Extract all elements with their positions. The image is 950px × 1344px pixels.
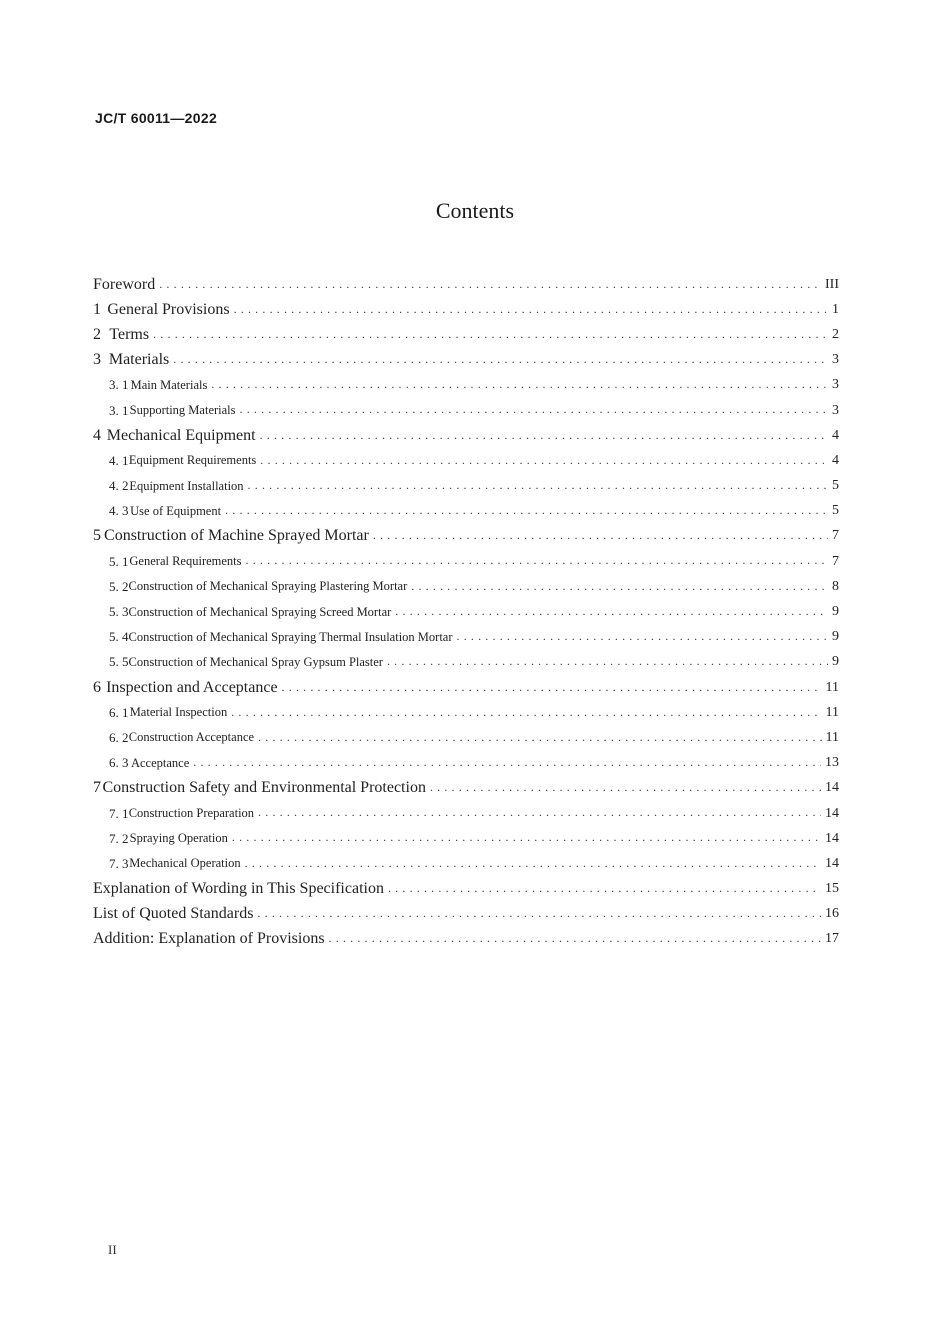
toc-entry[interactable] [93,373,839,398]
toc-entry-number: 5. 2 [109,578,129,594]
toc-entry-number: 7. 1 [109,805,129,821]
toc-entry[interactable] [93,549,839,574]
toc-entry-page: 5 [832,503,839,519]
toc-entry-page: 13 [825,755,839,771]
toc-entry-page: 4 [832,427,839,443]
toc-leader-dots [388,879,821,895]
toc-leader-dots [260,453,828,466]
toc-entry[interactable] [93,826,839,851]
toc-entry[interactable] [93,322,839,347]
toc-leader-dots [211,377,828,390]
toc-entry-label: Main Materials [130,377,208,392]
toc-entry-label: Supporting Materials [129,403,236,418]
toc-leader-dots [258,805,821,818]
toc-entry[interactable] [93,902,839,927]
toc-leader-dots [411,579,828,592]
toc-entry-number: 3 [93,351,101,369]
toc-entry-page: 7 [832,553,839,569]
document-code: JC/T 60011—2022 [95,110,218,126]
toc-leader-dots [173,350,828,366]
toc-entry[interactable] [93,524,839,549]
toc-entry[interactable] [93,650,839,675]
toc-leader-dots [234,300,828,316]
toc-entry[interactable] [93,751,839,776]
toc-entry-page: 16 [825,906,839,922]
toc-entry-label: Construction of Mechanical Spraying Thermal Insulation Mortar [128,629,453,644]
toc-leader-dots [245,856,821,869]
toc-entry[interactable] [93,801,839,826]
toc-entry-page: 1 [832,301,839,317]
toc-entry-page: 14 [825,805,839,821]
toc-entry-page: 11 [825,679,839,695]
toc-entry-page: 8 [832,578,839,594]
toc-entry-page: 3 [832,352,839,368]
toc-leader-dots [329,929,821,945]
toc-entry-number: 6. 1 [109,704,129,720]
toc-leader-dots [225,503,828,516]
toc-entry[interactable] [93,700,839,725]
toc-entry-number: 5. 1 [109,553,129,569]
table-of-contents [93,272,839,952]
toc-entry-number: 6. 2 [109,729,129,745]
toc-entry-page: 3 [832,377,839,393]
toc-entry-number: 2 [93,325,101,343]
toc-entry[interactable] [93,272,839,297]
toc-entry-number: 3. 1 [109,377,129,393]
toc-entry-number: 4 [93,426,101,444]
toc-entry[interactable] [93,574,839,599]
toc-entry-label: General Provisions [107,300,230,318]
toc-entry-page: 17 [825,931,839,947]
toc-entry[interactable] [93,851,839,876]
toc-entry[interactable] [93,398,839,423]
toc-leader-dots [373,526,828,542]
toc-entry-page: 4 [832,452,839,468]
toc-entry-page: 14 [825,855,839,871]
toc-entry-page: 14 [825,780,839,796]
toc-entry[interactable] [93,348,839,373]
toc-entry[interactable] [93,599,839,624]
toc-leader-dots [240,402,828,415]
toc-entry-label: Acceptance [130,755,190,770]
toc-entry-page: III [825,276,839,292]
toc-entry-number: 1 [93,300,101,318]
toc-entry[interactable] [93,625,839,650]
toc-entry-page: 2 [832,326,839,342]
page-number: II [108,1242,117,1257]
toc-leader-dots [257,904,821,920]
toc-leader-dots [232,830,821,843]
toc-entry-page: 11 [825,704,839,720]
toc-entry-page: 7 [832,528,839,544]
toc-leader-dots [395,604,828,617]
toc-entry[interactable] [93,297,839,322]
toc-leader-dots [153,325,828,341]
toc-leader-dots [248,478,828,491]
toc-entry-number: 6 [93,678,101,696]
toc-leader-dots [260,426,828,442]
toc-entry-page: 3 [832,402,839,418]
toc-entry[interactable] [93,474,839,499]
toc-leader-dots [159,275,821,291]
toc-leader-dots [231,705,821,718]
toc-entry-number: 7. 3 [109,855,129,871]
toc-leader-dots [246,553,828,566]
toc-entry-label: Equipment Installation [129,478,244,493]
toc-leader-dots [387,654,828,667]
toc-entry-number: 7 [93,779,101,797]
toc-entry-number: 5 [93,527,101,545]
toc-entry-page: 14 [825,830,839,846]
toc-entry-page: 9 [832,629,839,645]
toc-entry-page: 9 [832,654,839,670]
toc-entry-number: 4. 1 [109,452,129,468]
toc-entry-label: Foreword [93,275,156,293]
toc-entry-page: 9 [832,604,839,620]
toc-entry-label: Construction Safety and Environmental Protection [102,779,426,797]
toc-entry-label: General Requirements [129,554,242,569]
toc-entry-label: Material Inspection [129,705,228,720]
toc-leader-dots [258,730,821,743]
toc-entry-label: Materials [108,351,170,369]
toc-entry-label: Construction of Mechanical Spraying Plastering Mortar [128,579,408,594]
toc-entry-number: 3. 1 [109,402,129,418]
page-title: Contents [435,198,515,223]
toc-entry-page: 5 [832,478,839,494]
toc-entry-label: Spraying Operation [129,831,228,846]
toc-entry-number: 7. 2 [109,830,129,846]
toc-entry-number: 5. 3 [109,604,129,620]
toc-leader-dots [282,678,822,694]
toc-entry-label: Mechanical Operation [129,856,241,871]
toc-entry[interactable] [93,675,839,700]
toc-entry[interactable] [93,448,839,473]
toc-leader-dots [193,755,821,768]
toc-entry-label: Construction of Mechanical Spraying Screed Mortar [128,604,392,619]
toc-entry-label: Inspection and Acceptance [106,678,278,696]
toc-entry-label: List of Quoted Standards [93,905,254,923]
toc-entry-label: Addition: Explanation of Provisions [93,930,325,948]
toc-entry-number: 6. 3 [109,755,129,771]
toc-entry-label: Construction Preparation [128,806,255,821]
toc-entry-label: Construction of Mechanical Spray Gypsum Plaster [128,654,383,669]
toc-leader-dots [430,778,821,794]
toc-entry-label: Terms [109,325,150,343]
toc-entry-number: 4. 2 [109,478,129,494]
toc-entry-label: Construction Acceptance [128,730,255,745]
toc-entry-label: Equipment Requirements [128,453,257,468]
toc-entry-page: 15 [825,881,839,897]
toc-leader-dots [457,629,829,642]
toc-entry-label: Explanation of Wording in This Specification [93,880,384,898]
toc-entry[interactable] [93,776,839,801]
toc-entry-label: Use of Equipment [130,503,222,518]
toc-entry-label: Construction of Machine Sprayed Mortar [104,527,369,545]
toc-entry[interactable] [93,927,839,952]
toc-entry-page: 11 [825,729,839,745]
toc-entry[interactable] [93,725,839,750]
toc-entry-label: Mechanical Equipment [106,426,256,444]
toc-entry[interactable] [93,423,839,448]
toc-entry-number: 5. 5 [109,654,129,670]
toc-entry[interactable] [93,877,839,902]
toc-entry-number: 5. 4 [109,629,129,645]
toc-entry[interactable] [93,499,839,524]
toc-entry-number: 4. 3 [109,503,129,519]
